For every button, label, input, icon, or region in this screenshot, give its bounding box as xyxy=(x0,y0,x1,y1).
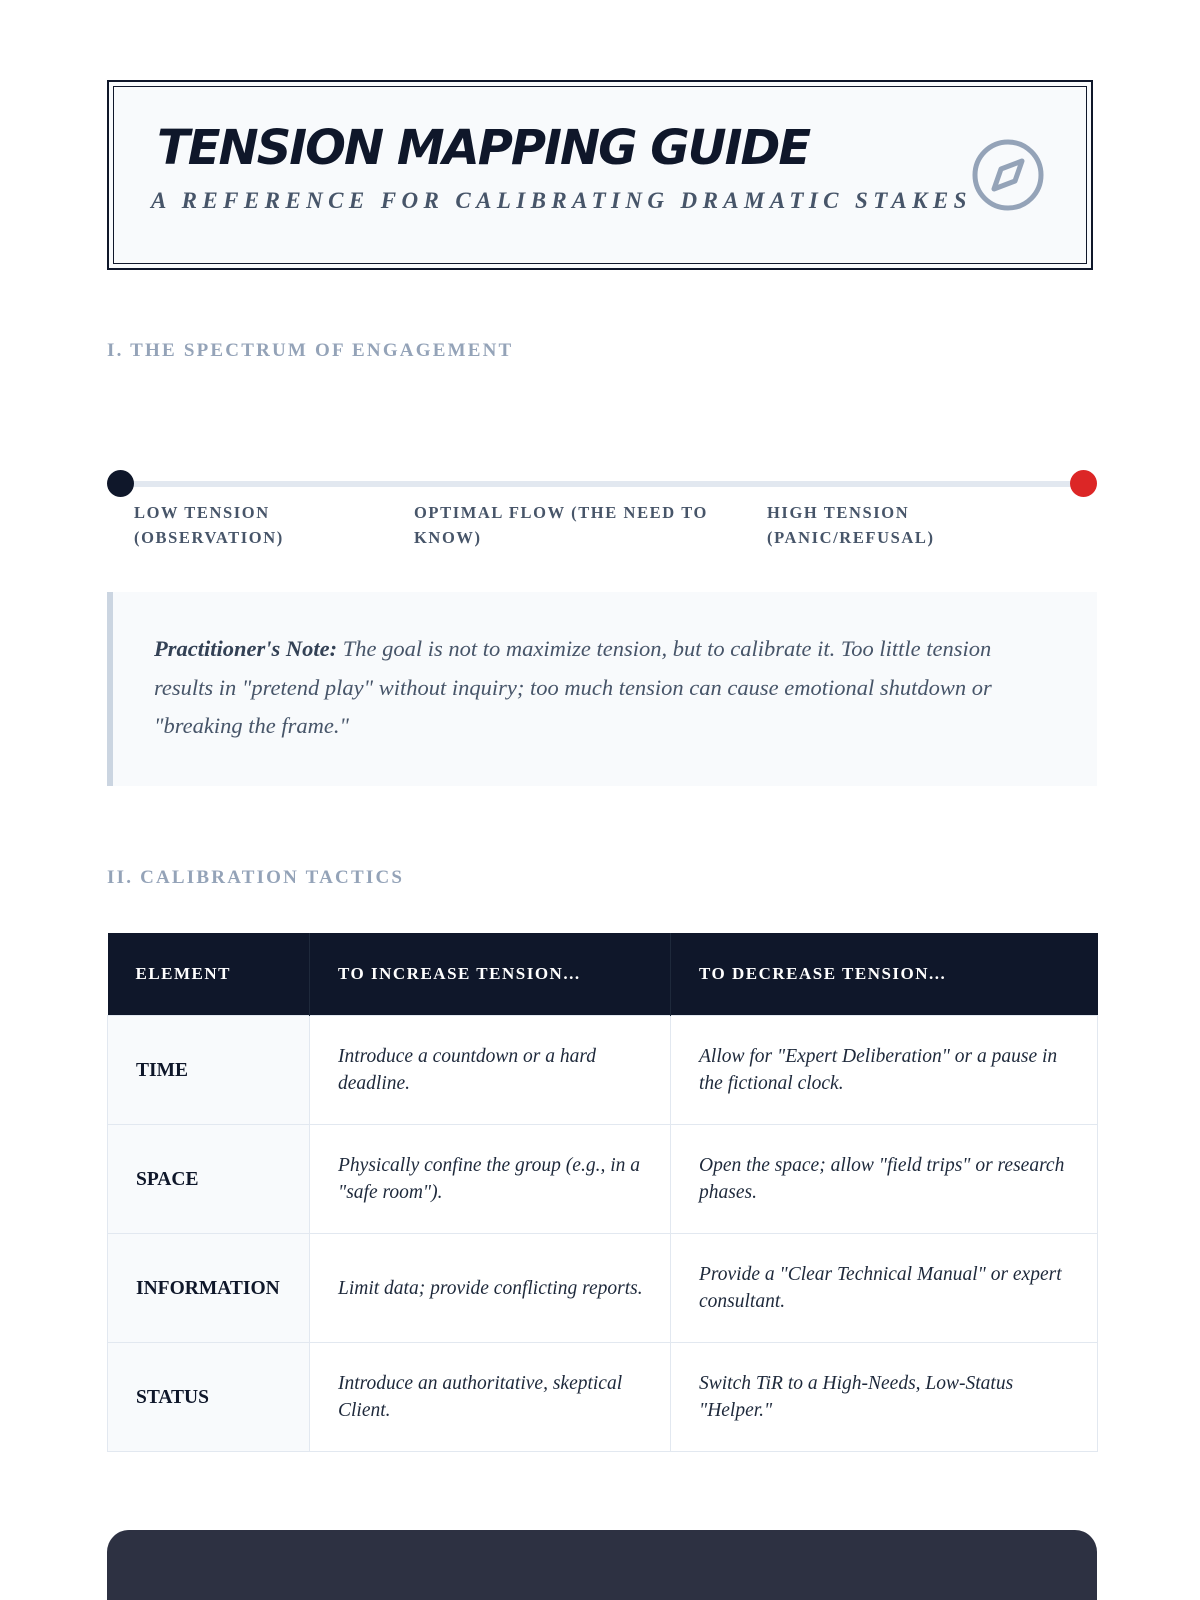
table-row xyxy=(108,1234,1098,1343)
element-cell: TIME xyxy=(108,1016,310,1125)
section-heading-spectrum: I. THE SPECTRUM OF ENGAGEMENT xyxy=(107,340,514,361)
spectrum-track xyxy=(120,481,1080,487)
spectrum-label-mid: OPTIMAL FLOW (THE NEED TO KNOW) xyxy=(414,503,708,547)
increase-cell: Physically confine the group (e.g., in a "safe room"). xyxy=(310,1125,671,1234)
low-tension-marker xyxy=(107,470,134,497)
column-header-increase: TO INCREASE TENSION... xyxy=(310,933,671,1016)
increase-cell: Limit data; provide conflicting reports. xyxy=(310,1234,671,1343)
decrease-cell: Open the space; allow "field trips" or research phases. xyxy=(671,1125,1098,1234)
decrease-cell: Switch TiR to a High-Needs, Low-Status "Helper." xyxy=(671,1343,1098,1452)
column-header-element: ELEMENT xyxy=(108,933,310,1016)
decrease-cell: Allow for "Expert Deliberation" or a pause in the fictional clock. xyxy=(671,1016,1098,1125)
section-heading-tactics: II. CALIBRATION TACTICS xyxy=(107,867,405,888)
table-row xyxy=(108,1125,1098,1234)
increase-cell: Introduce a countdown or a hard deadline. xyxy=(310,1016,671,1125)
footer-panel xyxy=(107,1530,1097,1600)
page-subtitle: A REFERENCE FOR CALIBRATING DRAMATIC STAKES xyxy=(151,188,972,213)
compass-icon xyxy=(971,138,1045,212)
page-title: TENSION MAPPING GUIDE xyxy=(157,120,810,176)
element-cell: INFORMATION xyxy=(108,1234,310,1343)
element-cell: SPACE xyxy=(108,1125,310,1234)
calibration-tactics-table xyxy=(107,933,1098,1452)
practitioner-note xyxy=(107,592,1097,786)
spectrum-label-high: HIGH TENSION (PANIC/REFUSAL) xyxy=(767,503,935,547)
column-header-decrease: TO DECREASE TENSION... xyxy=(671,933,1098,1016)
table-header-row xyxy=(108,933,1098,1016)
practitioner-note-text: The goal is not to maximize tension, but to calibrate it. Too little tension results in "pretend play" without inquiry; too much tension can cause emotional shutdown or "breaking the frame." xyxy=(154,636,992,738)
title-banner xyxy=(107,80,1093,270)
table-row xyxy=(108,1016,1098,1125)
decrease-cell: Provide a "Clear Technical Manual" or expert consultant. xyxy=(671,1234,1098,1343)
high-tension-marker xyxy=(1070,470,1097,497)
element-cell: STATUS xyxy=(108,1343,310,1452)
spectrum-label-low: LOW TENSION (OBSERVATION) xyxy=(134,503,284,547)
practitioner-note-label: Practitioner's Note: xyxy=(154,636,338,661)
table-row xyxy=(108,1343,1098,1452)
increase-cell: Introduce an authoritative, skeptical Client. xyxy=(310,1343,671,1452)
